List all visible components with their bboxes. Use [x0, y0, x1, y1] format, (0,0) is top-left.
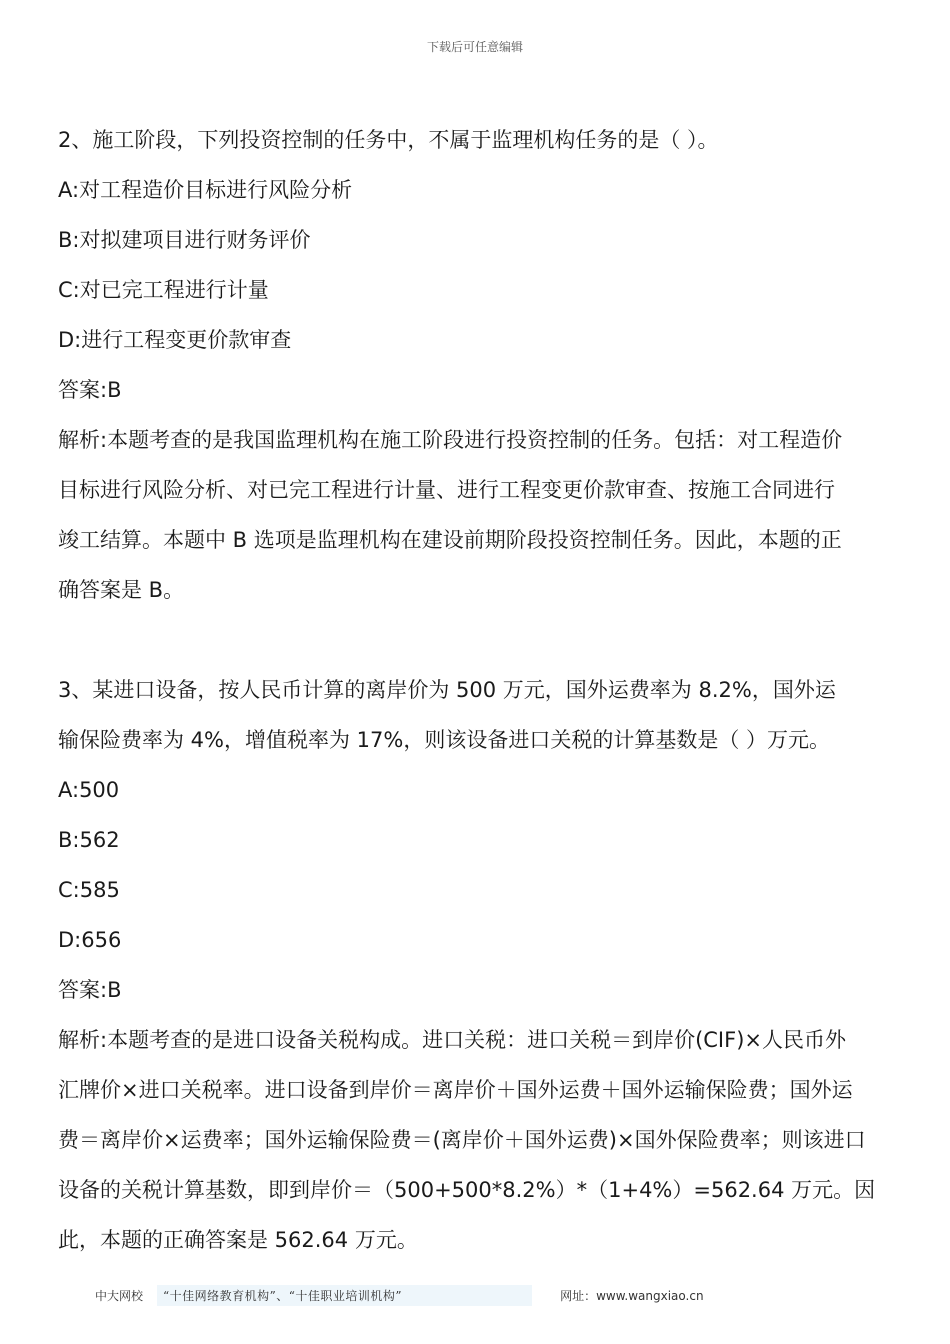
option-a: A:对工程造价目标进行风险分析	[58, 178, 353, 202]
page-footer	[95, 1284, 755, 1306]
option-b: B:对拟建项目进行财务评价	[58, 228, 311, 252]
question-stem: 3、某进口设备，按人民币计算的离岸价为 500 万元，国外运费率为 8.2%，国外运	[58, 678, 836, 702]
explanation-line: 竣工结算。本题中 B 选项是监理机构在建设前期阶段投资控制任务。因此，本题的正	[58, 528, 842, 552]
explanation-line: 设备的关税计算基数，即到岸价＝（500+500*8.2%）*（1+4%）=562.64 万元。因	[58, 1178, 876, 1202]
header-note: 下载后可任意编辑	[426, 40, 523, 54]
explanation-line: 汇牌价×进口关税率。进口设备到岸价＝离岸价＋国外运费＋国外运输保险费；国外运	[58, 1078, 853, 1102]
explanation-line: 确答案是 B。	[58, 578, 185, 602]
footer-website[interactable]: 网址：www.wangxiao.cn	[560, 1288, 704, 1303]
question-3	[58, 665, 894, 1265]
document-body	[58, 115, 894, 1265]
question-stem: 输保险费率为 4%，增值税率为 17%，则该设备进口关税的计算基数是（ ）万元。	[58, 728, 831, 752]
option-a: A:500	[58, 778, 120, 802]
explanation-line: 解析:本题考查的是我国监理机构在施工阶段进行投资控制的任务。包括：对工程造价	[58, 428, 843, 452]
footer-brand: 中大网校	[95, 1288, 144, 1303]
answer: 答案:B	[58, 978, 122, 1002]
answer: 答案:B	[58, 378, 122, 402]
explanation-line: 此，本题的正确答案是 562.64 万元。	[58, 1228, 418, 1252]
question-2	[58, 115, 894, 615]
explanation-line: 费＝离岸价×运费率；国外运输保险费＝(离岸价＋国外运费)×国外保险费率；则该进口	[58, 1128, 866, 1152]
option-b: B:562	[58, 828, 120, 852]
option-c: C:585	[58, 878, 120, 902]
explanation-line: 解析:本题考查的是进口设备关税构成。进口关税：进口关税＝到岸价(CIF)×人民币外	[58, 1028, 846, 1052]
question-spacer	[58, 615, 894, 665]
option-c: C:对已完工程进行计量	[58, 278, 269, 302]
footer-slogan: “十佳网络教育机构”、“十佳职业培训机构”	[157, 1285, 532, 1306]
option-d: D:656	[58, 928, 122, 952]
option-d: D:进行工程变更价款审查	[58, 328, 292, 352]
question-stem: 2、施工阶段，下列投资控制的任务中，不属于监理机构任务的是（ ）。	[58, 128, 719, 152]
explanation-line: 目标进行风险分析、对已完工程进行计量、进行工程变更价款审查、按施工合同进行	[58, 478, 835, 502]
